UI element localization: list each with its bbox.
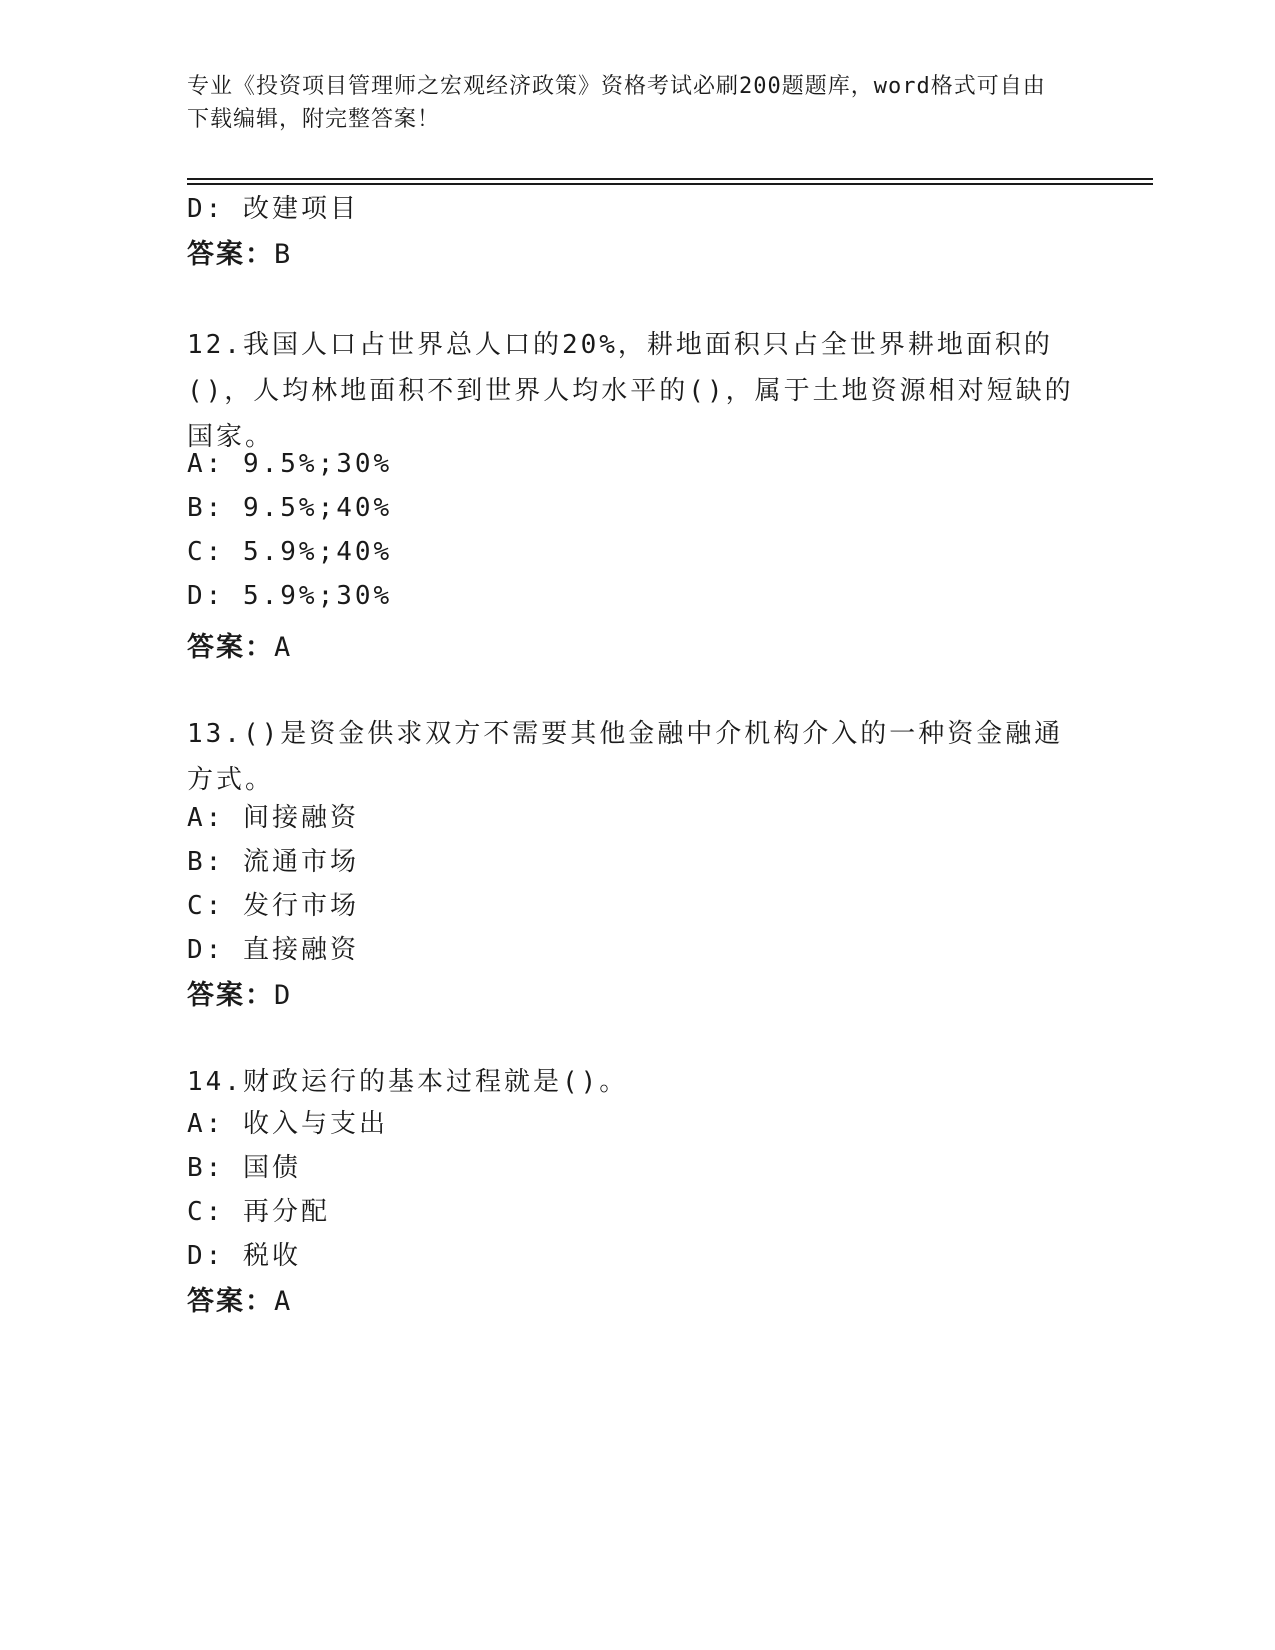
header-rule-bottom bbox=[187, 183, 1153, 185]
question-14-answer bbox=[187, 1279, 292, 1318]
question-12-answer bbox=[187, 625, 292, 664]
question-13-text: 13.()是资金供求双方不需要其他金融中介机构介入的一种资金融通方式。 bbox=[187, 719, 1064, 795]
answer-value: B bbox=[274, 239, 293, 270]
question-12-option-b: B: 9.5%;40% bbox=[187, 493, 393, 523]
answer-label: 答案： bbox=[187, 1286, 274, 1317]
page-header: 专业《投资项目管理师之宏观经济政策》资格考试必刷200题题库，word格式可自由下载编辑，附完整答案！ bbox=[187, 74, 1046, 132]
question-14-option-c: C: 再分配 bbox=[187, 1197, 330, 1227]
question-12-option-a: A: 9.5%;30% bbox=[187, 449, 393, 479]
question-13-option-a: A: 间接融资 bbox=[187, 803, 359, 833]
question-14-text: 14.财政运行的基本过程就是()。 bbox=[187, 1067, 629, 1097]
answer-label: 答案： bbox=[187, 980, 274, 1011]
question-13-option-b: B: 流通市场 bbox=[187, 847, 359, 877]
answer bbox=[187, 232, 292, 271]
question-12-text: 12.我国人口占世界总人口的20%，耕地面积只占全世界耕地面积的()，人均林地面积不到世界人均水平的()，属于土地资源相对短缺的国家。 bbox=[187, 330, 1074, 452]
question-13-option-d: D: 直接融资 bbox=[187, 935, 359, 965]
answer-value: D bbox=[274, 980, 293, 1011]
answer-value: A bbox=[274, 1286, 293, 1317]
answer-label: 答案： bbox=[187, 239, 274, 270]
question-12-option-d: D: 5.9%;30% bbox=[187, 581, 393, 611]
question-14-option-d: D: 税收 bbox=[187, 1241, 301, 1271]
answer-label: 答案： bbox=[187, 632, 274, 663]
answer-value: A bbox=[274, 632, 293, 663]
question-14-option-a: A: 收入与支出 bbox=[187, 1109, 388, 1139]
option-d: D: 改建项目 bbox=[187, 194, 359, 224]
header-rule-top bbox=[187, 178, 1153, 180]
question-13-option-c: C: 发行市场 bbox=[187, 891, 359, 921]
question-14-option-b: B: 国债 bbox=[187, 1153, 301, 1183]
question-12-option-c: C: 5.9%;40% bbox=[187, 537, 393, 567]
question-13-answer bbox=[187, 973, 292, 1012]
